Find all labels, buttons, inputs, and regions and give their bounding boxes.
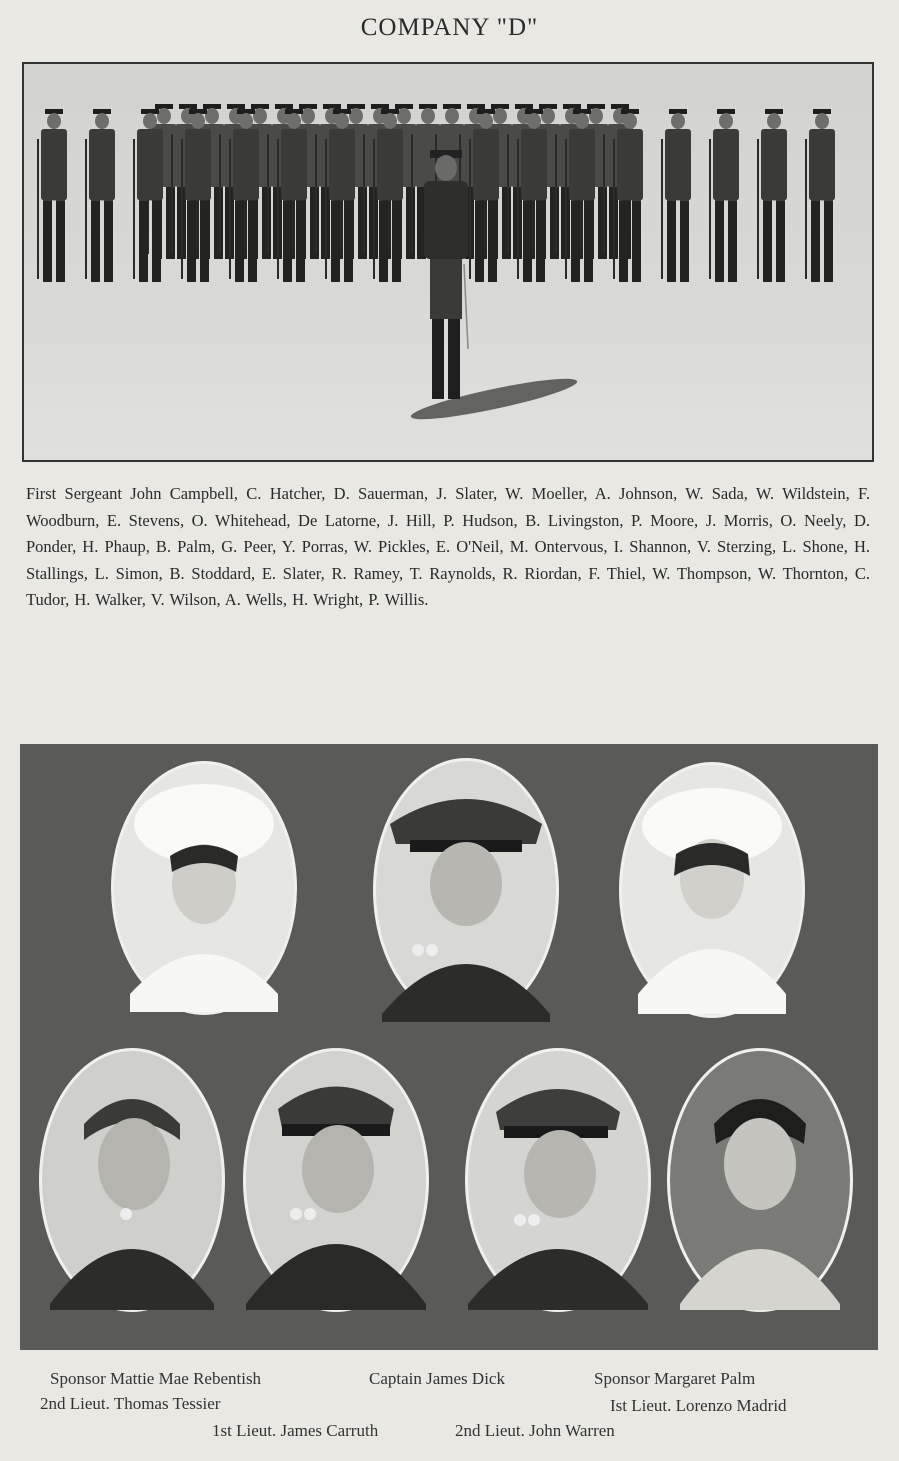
portrait-lieut-warren — [465, 1048, 651, 1312]
soldier-figure — [662, 109, 691, 282]
soldier-figure — [806, 109, 835, 282]
portrait-captain-dick — [373, 758, 559, 1022]
caption-lieut-madrid: Ist Lieut. Lorenzo Madrid — [610, 1396, 787, 1415]
portrait-lieut-carruth — [243, 1048, 429, 1312]
soldier-figure — [86, 109, 115, 282]
page-title: COMPANY "D" — [360, 14, 539, 41]
caption-sponsor-rebentish: Sponsor Mattie Mae Rebentish — [50, 1369, 262, 1388]
soldier-figure — [134, 109, 163, 282]
caption-sponsor-palm: Sponsor Margaret Palm — [594, 1369, 756, 1388]
caption-lieut-carruth: 1st Lieut. James Carruth — [212, 1421, 379, 1440]
company-group-photo — [22, 62, 874, 462]
portrait-sponsor-palm — [619, 762, 805, 1018]
portrait-panel-illustration — [20, 744, 878, 1350]
company-roster: First Sergeant John Campbell, C. Hatcher, D. Sauerman, J. Slater, W. Moeller, A. Johnson, W. Sada, W. Wildstein, F. Woodburn, E. Stevens, O. Whitehead, De Latorne, J. Hill, P. Hudson, B. Livingston, P. Moore, J. Morris, O. Neely, D. Ponder, H. Phaup, B. Palm, G. Peer, Y. Porras, W. Pickles, E. O'Neil, M. Ontervous, I. Shannon, V. Sterzing, L. Shone, H. Stallings, L. Simon, B. Stoddard, E. Slater, R. Ramey, T. Raynolds, R. Riordan, F. Thiel, W. Thompson, W. Thornton, C. Tudor, H. Walker, V. Wilson, A. Wells, H. Wright, P. Willis. — [26, 484, 870, 609]
portrait-lieut-tessier — [39, 1048, 225, 1312]
soldier-figure — [38, 109, 67, 282]
soldier-figure — [710, 109, 739, 282]
caption-lieut-warren: 2nd Lieut. John Warren — [455, 1421, 615, 1440]
portrait-sponsor-rebentish — [111, 761, 297, 1015]
portrait-lieut-madrid — [667, 1048, 853, 1312]
caption-lieut-tessier: 2nd Lieut. Thomas Tessier — [40, 1394, 221, 1413]
soldier-figure — [758, 109, 787, 282]
caption-captain-dick: Captain James Dick — [369, 1369, 505, 1388]
group-photo-illustration — [24, 64, 872, 460]
officers-portrait-panel — [20, 744, 878, 1350]
